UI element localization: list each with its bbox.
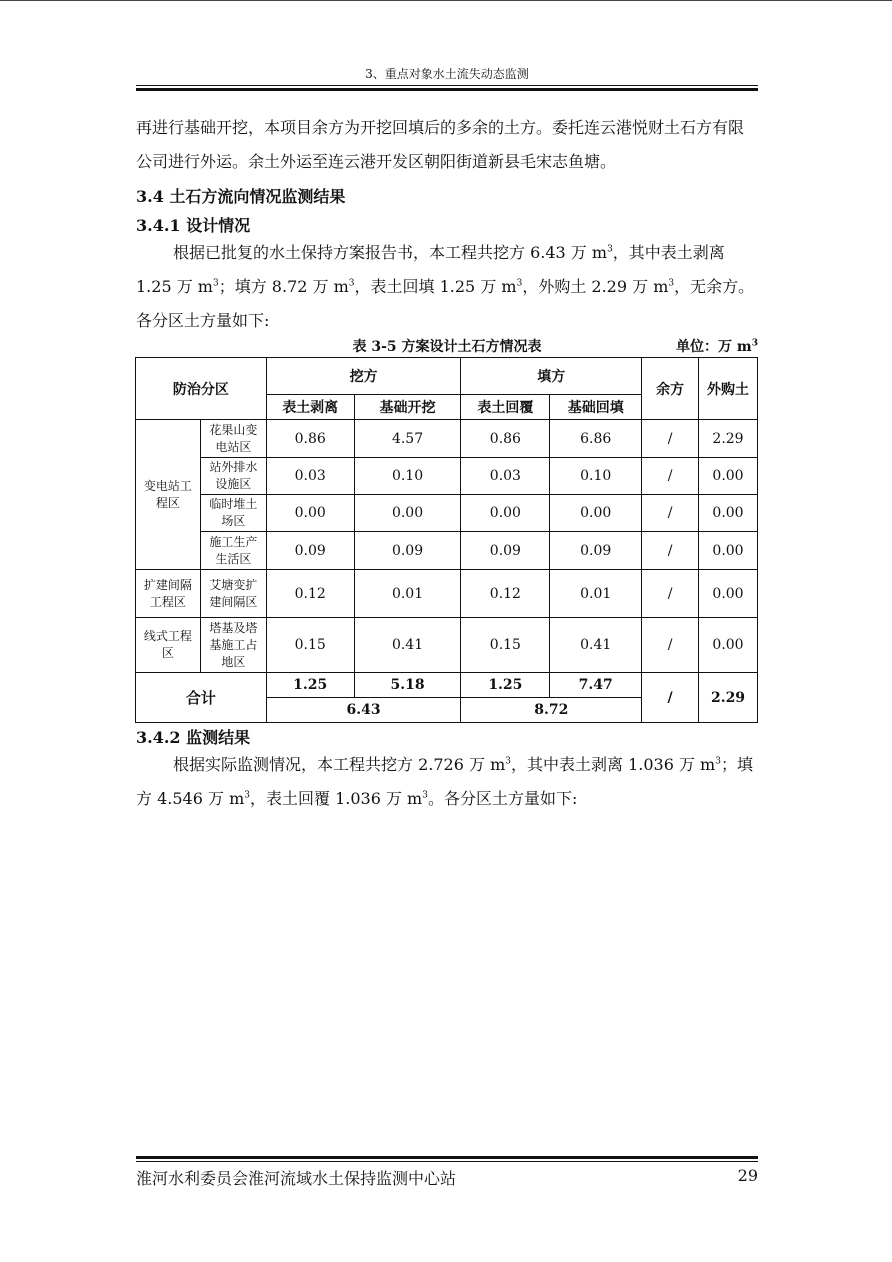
cell-topsoil-strip: 0.15 [266, 618, 354, 673]
cell-foundation-backfill: 0.09 [550, 532, 642, 570]
cell-surplus: / [642, 618, 699, 673]
cell-purchased: 2.29 [699, 420, 758, 458]
cell-surplus: / [642, 570, 699, 618]
intro-paragraph: 再进行基础开挖，本项目余方为开挖回填后的多余的土方。委托连云港悦财土石方有限公司进行外运。余土外运至连云港开发区朝阳街道新县毛宋志鱼塘。 [136, 118, 745, 171]
header-rule-thick [136, 88, 758, 91]
table-caption-row [136, 336, 758, 356]
total-foundation-excavation: 5.18 [354, 673, 461, 698]
page-number: 29 [737, 1166, 758, 1185]
cell-surplus: / [642, 532, 699, 570]
cell-foundation-excavation: 0.09 [354, 532, 461, 570]
total-row [136, 673, 758, 698]
section-3-4-1-heading: 3.4.1 设计情况 [136, 216, 251, 235]
header-zone: 防治分区 [136, 358, 267, 420]
header-foundation-excavation: 基础开挖 [354, 395, 461, 420]
header-surplus: 余方 [642, 358, 699, 420]
running-header: 3、重点对象水土流失动态监测 [365, 67, 529, 81]
cell-foundation-excavation: 0.10 [354, 458, 461, 495]
cell-topsoil-strip: 0.12 [266, 570, 354, 618]
group-substation: 变电站工程区 [136, 420, 201, 570]
table-caption: 表 3-5 方案设计土石方情况表 [352, 339, 542, 355]
section-3-4-2-heading: 3.4.2 监测结果 [136, 728, 251, 747]
total-excavation-sum: 6.43 [266, 698, 461, 723]
row-name: 艾塘变扩建间隔区 [200, 570, 266, 618]
header-topsoil-strip: 表土剥离 [266, 395, 354, 420]
cell-foundation-backfill: 0.41 [550, 618, 642, 673]
table-row [136, 570, 758, 618]
cell-surplus: / [642, 420, 699, 458]
header-fill: 填方 [461, 358, 642, 395]
total-surplus: / [642, 673, 699, 723]
total-purchased: 2.29 [699, 673, 758, 723]
row-name: 临时堆土场区 [200, 495, 266, 532]
cell-topsoil-strip: 0.03 [266, 458, 354, 495]
total-foundation-backfill: 7.47 [550, 673, 642, 698]
cell-topsoil-strip: 0.00 [266, 495, 354, 532]
cell-purchased: 0.00 [699, 570, 758, 618]
cell-topsoil-cover: 0.03 [461, 458, 550, 495]
cell-foundation-backfill: 6.86 [550, 420, 642, 458]
cell-topsoil-cover: 0.00 [461, 495, 550, 532]
row-name: 塔基及塔基施工占地区 [200, 618, 266, 673]
footer-rule-thick [136, 1156, 758, 1159]
section-3-4-heading: 3.4 土石方流向情况监测结果 [136, 187, 346, 206]
header-topsoil-cover: 表土回覆 [461, 395, 550, 420]
group-expansion: 扩建间隔工程区 [136, 570, 201, 618]
header-rule-thin [136, 85, 758, 86]
cell-purchased: 0.00 [699, 458, 758, 495]
table-unit: 单位：万 $m^3$ [676, 338, 758, 355]
cell-topsoil-cover: 0.15 [461, 618, 550, 673]
page-top-border [0, 0, 892, 1]
cell-foundation-excavation: 0.01 [354, 570, 461, 618]
cell-foundation-backfill: 0.10 [550, 458, 642, 495]
table-row [136, 532, 758, 570]
header-purchased: 外购土 [699, 358, 758, 420]
footer-organization: 淮河水利委员会淮河流域水土保持监测中心站 [136, 1169, 457, 1188]
header-foundation-backfill: 基础回填 [550, 395, 642, 420]
total-label: 合计 [136, 673, 267, 723]
cell-foundation-excavation: 0.00 [354, 495, 461, 532]
cell-topsoil-cover: 0.09 [461, 532, 550, 570]
row-name: 施工生产生活区 [200, 532, 266, 570]
row-name: 站外排水设施区 [200, 458, 266, 495]
cell-purchased: 0.00 [699, 495, 758, 532]
cell-foundation-backfill: 0.00 [550, 495, 642, 532]
header-excavation: 挖方 [266, 358, 461, 395]
total-topsoil-cover: 1.25 [461, 673, 550, 698]
cell-foundation-backfill: 0.01 [550, 570, 642, 618]
cell-topsoil-cover: 0.86 [461, 420, 550, 458]
cell-topsoil-cover: 0.12 [461, 570, 550, 618]
cell-purchased: 0.00 [699, 618, 758, 673]
cell-surplus: / [642, 495, 699, 532]
row-name: 花果山变电站区 [200, 420, 266, 458]
table-row [136, 618, 758, 673]
cell-purchased: 0.00 [699, 532, 758, 570]
earthwork-table [135, 357, 758, 723]
cell-foundation-excavation: 4.57 [354, 420, 461, 458]
cell-topsoil-strip: 0.86 [266, 420, 354, 458]
table-row [136, 458, 758, 495]
table-row [136, 420, 758, 458]
cell-surplus: / [642, 458, 699, 495]
total-topsoil-strip: 1.25 [266, 673, 354, 698]
monitoring-paragraph: 根据实际监测情况，本工程共挖方 2.726 万 $m^3$，其中表土剥离 1.036 万 $m^3$；填方 4.546 万 $m^3$，表土回覆 1.036 万 $m^3$。各分区土方量如下: [136, 755, 753, 808]
group-line: 线式工程区 [136, 618, 201, 673]
cell-topsoil-strip: 0.09 [266, 532, 354, 570]
cell-foundation-excavation: 0.41 [354, 618, 461, 673]
total-fill-sum: 8.72 [461, 698, 642, 723]
table-row [136, 495, 758, 532]
design-paragraph: 根据已批复的水土保持方案报告书，本工程共挖方 6.43 万 $m^3$，其中表土剥离 1.25 万 $m^3$；填方 8.72 万 $m^3$，表土回填 1.25 万 $m^3$，外购土 2.29 万 $m^3$，无余方。各分区土方量如下: [136, 243, 755, 330]
footer-rule-thin [136, 1161, 758, 1162]
